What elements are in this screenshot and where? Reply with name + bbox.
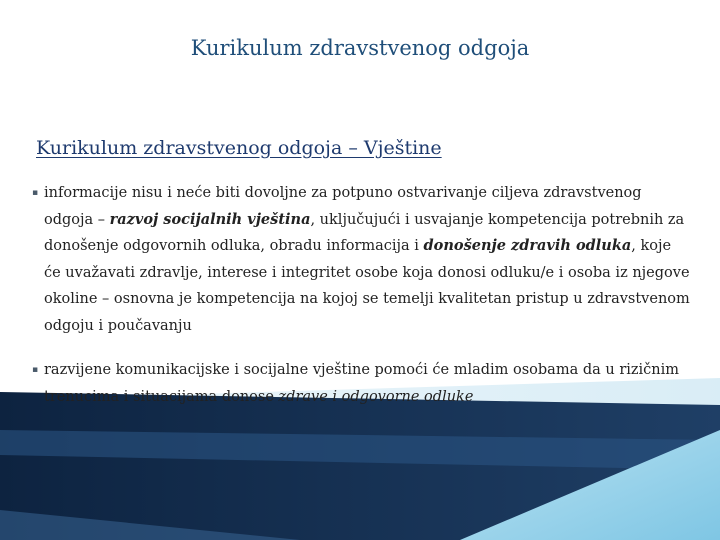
slide-subtitle: Kurikulum zdravstvenog odgoja – Vještine [36, 137, 442, 159]
bullet-item [30, 357, 690, 410]
bullet-emphasis-social-skills: razvoj socijalnih vještina [109, 210, 311, 228]
bullet-text [44, 362, 679, 405]
bullet-emphasis-healthy-decisions: donošenje zdravih odluka [423, 237, 632, 254]
bullet-text-segment: razvijene komunikacijske i socijalne vještine pomoći će mladim osobama da u rizičnim trenucima i situacijama donose [44, 362, 680, 405]
bullet-text [44, 185, 690, 334]
bullet-text-segment: , koje će uvažavati zdravlje, interese i integritet osobe koja donosi odluku/e i osoba iz njegove okoline – osnovna je kompetencija na kojoj se temelji kvalitetan pristup u zdravstvenom odgoju i poučavanju [44, 238, 690, 334]
bullet-text-segment: informacije nisu i neće biti dovoljne za potpuno ostvarivanje ciljeva zdravstvenog odgoja – [44, 185, 642, 228]
bullet-marker-icon: ▪ [32, 188, 39, 198]
bullet-item [30, 180, 690, 339]
bullet-text-segment: , uključujući i usvajanje kompetencija potrebnih za donošenje odgovornih odluka, obradu informacija i [44, 211, 685, 254]
slide-title: Kurikulum zdravstvenog odgoja [190, 36, 530, 60]
bullet-list [30, 180, 690, 410]
bullet-emphasis-responsible-decisions: zdrave i odgovorne odluke [278, 388, 474, 405]
bullet-marker-icon: ▪ [32, 365, 39, 375]
